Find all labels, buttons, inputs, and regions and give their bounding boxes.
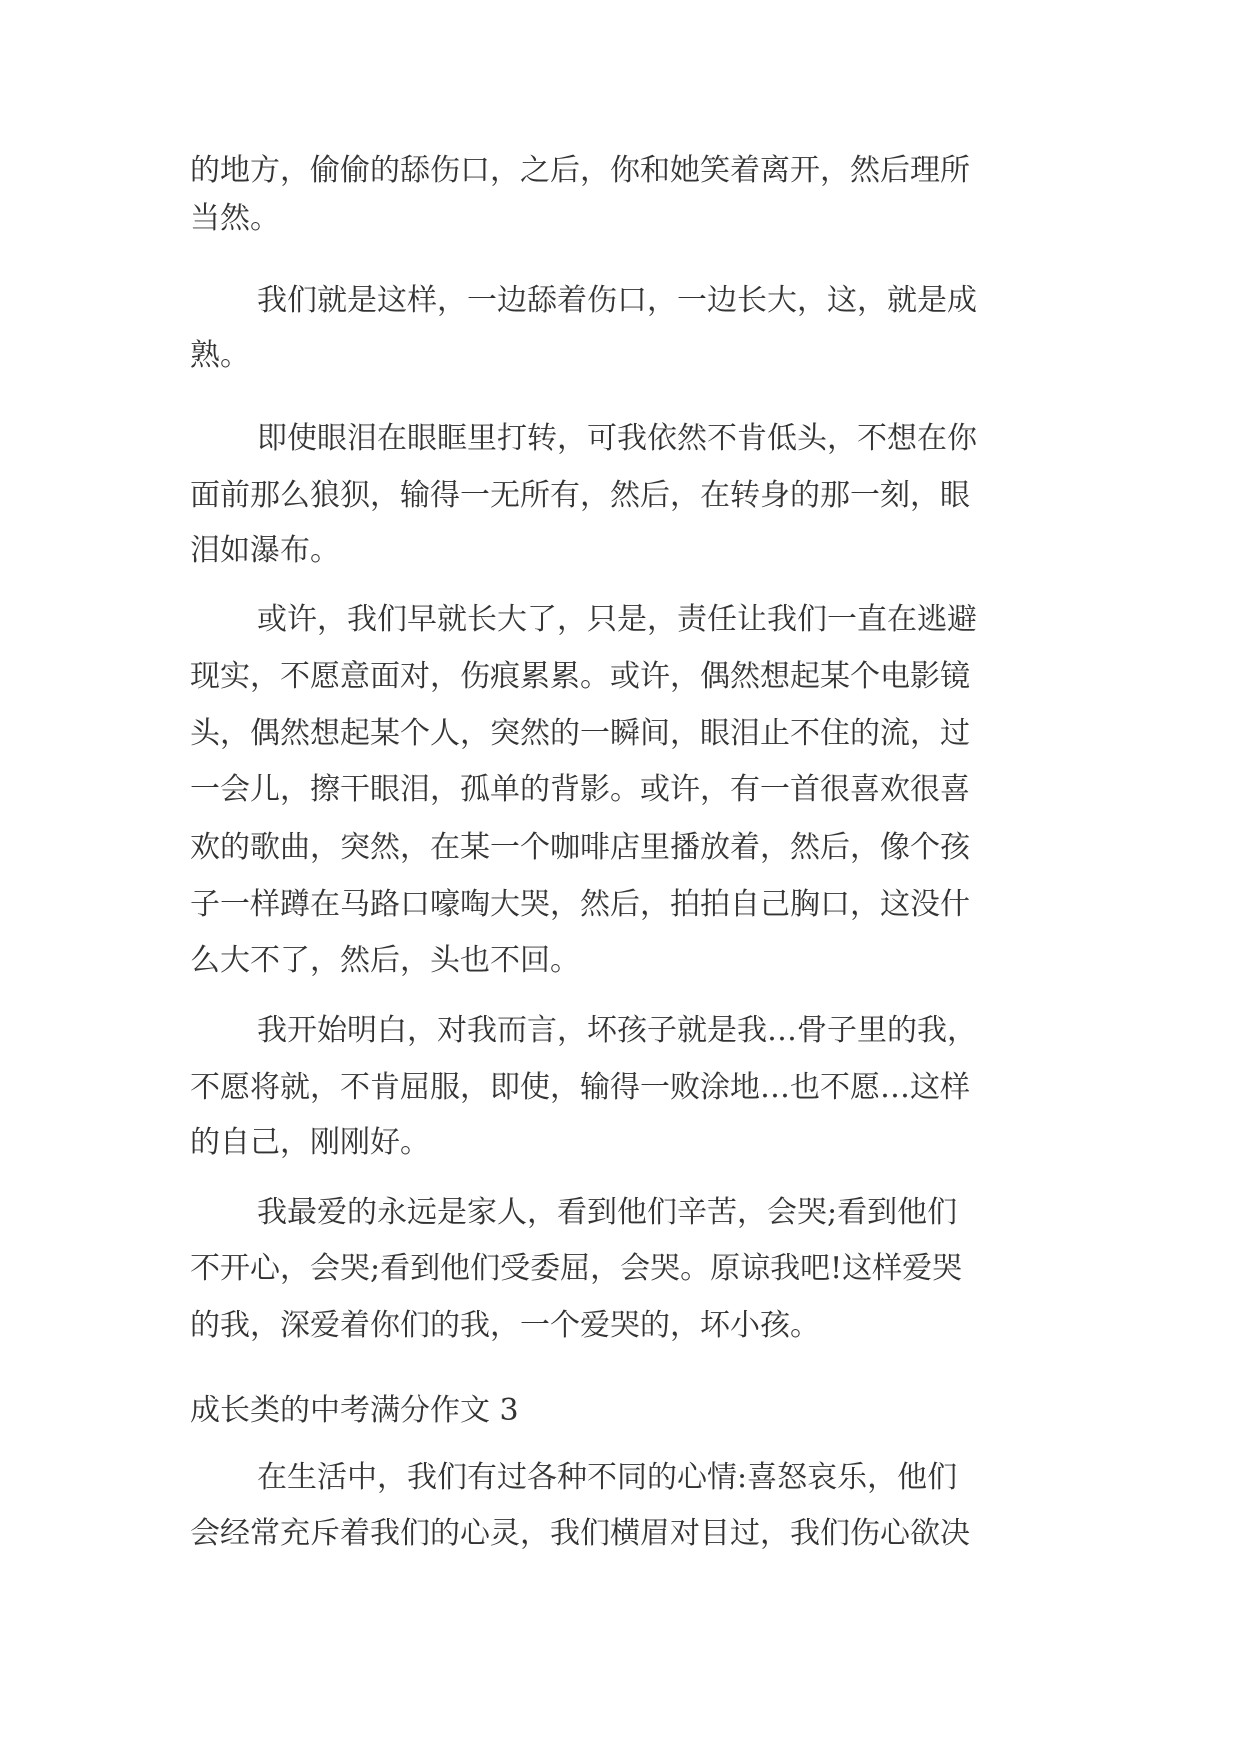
paragraph-line: 子一样蹲在马路口嚎啕大哭，然后，拍拍自己胸口，这没什 [190, 887, 970, 922]
paragraph-line: 面前那么狼狈，输得一无所有，然后，在转身的那一刻，眼 [190, 478, 970, 513]
paragraph-line: 一会儿，擦干眼泪，孤单的背影。或许，有一首很喜欢很喜 [190, 772, 970, 807]
paragraph-line: 泪如瀑布。 [190, 533, 340, 568]
paragraph-line: 会经常充斥着我们的心灵，我们横眉对目过，我们伤心欲决 [190, 1516, 970, 1551]
paragraph-line: 欢的歌曲，突然，在某一个咖啡店里播放着，然后，像个孩 [190, 830, 970, 865]
paragraph-line: 头，偶然想起某个人，突然的一瞬间，眼泪止不住的流，过 [190, 716, 970, 751]
section-title: 成长类的中考满分作文 3 [190, 1393, 519, 1428]
paragraph-line: 我开始明白，对我而言，坏孩子就是我…骨子里的我， [257, 1013, 977, 1048]
paragraph-line: 现实，不愿意面对，伤痕累累。或许，偶然想起某个电影镜 [190, 659, 970, 694]
paragraph-line: 不愿将就，不肯屈服，即使，输得一败涂地…也不愿…这样 [190, 1070, 970, 1105]
paragraph-line: 当然。 [190, 201, 280, 236]
paragraph-line: 的我，深爱着你们的我，一个爱哭的，坏小孩。 [190, 1308, 820, 1343]
paragraph-line: 在生活中，我们有过各种不同的心情:喜怒哀乐，他们 [257, 1460, 958, 1495]
paragraph-line: 的自己，刚刚好。 [190, 1125, 430, 1160]
paragraph-line: 不开心，会哭;看到他们受委屈，会哭。原谅我吧!这样爱哭 [190, 1251, 963, 1286]
paragraph-line: 的地方，偷偷的舔伤口，之后，你和她笑着离开，然后理所 [190, 153, 970, 188]
paragraph-line: 么大不了，然后，头也不回。 [190, 943, 580, 978]
paragraph-line: 我们就是这样，一边舔着伤口，一边长大，这，就是成 [257, 283, 977, 318]
paragraph-line: 熟。 [190, 338, 250, 373]
paragraph-line: 我最爱的永远是家人，看到他们辛苦，会哭;看到他们 [257, 1195, 958, 1230]
paragraph-line: 即使眼泪在眼眶里打转，可我依然不肯低头，不想在你 [257, 421, 977, 456]
paragraph-line: 或许，我们早就长大了，只是，责任让我们一直在逃避 [257, 602, 977, 637]
